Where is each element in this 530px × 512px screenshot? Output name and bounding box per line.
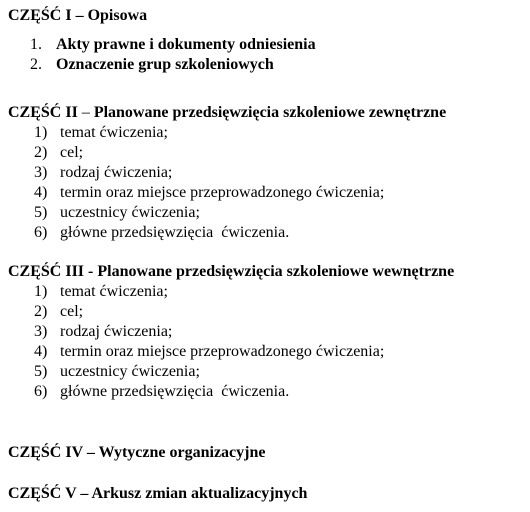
item-text: Akty prawne i dokumenty odniesienia — [56, 36, 316, 53]
part-2-dash: – — [77, 104, 94, 121]
part-1-dash: – — [71, 7, 88, 24]
item-number: 6) — [34, 383, 48, 400]
item-number: 2) — [34, 303, 48, 320]
part-1-item-2 — [30, 55, 274, 75]
part-2-item-1 — [34, 123, 168, 143]
item-number: 2. — [30, 56, 42, 73]
item-text: Oznaczenie grup szkoleniowych — [56, 56, 274, 73]
item-text: uczestnicy ćwiczenia; — [60, 363, 200, 380]
part-3-item-4 — [34, 342, 384, 362]
part-1-heading — [8, 6, 147, 26]
item-number: 1) — [34, 283, 48, 300]
part-3-label: CZĘŚĆ III — [8, 263, 85, 280]
part-4-heading — [8, 443, 265, 463]
part-5-label: CZĘŚĆ V — [8, 485, 77, 502]
part-3-item-6 — [34, 382, 289, 402]
part-3-item-1 — [34, 282, 168, 302]
part-3-heading — [8, 262, 454, 282]
item-number: 3) — [34, 164, 48, 181]
part-3-item-5 — [34, 362, 200, 382]
part-4-title: Wytyczne organizacyjne — [98, 444, 266, 461]
item-text: cel; — [60, 303, 84, 320]
item-text: termin oraz miejsce przeprowadzonego ćwiczenia; — [60, 343, 385, 360]
part-2-heading — [8, 103, 446, 123]
item-number: 5) — [34, 363, 48, 380]
part-5-heading — [8, 484, 307, 504]
item-text: rodzaj ćwiczenia; — [60, 323, 173, 340]
part-2-item-2 — [34, 143, 83, 163]
item-number: 1) — [34, 124, 48, 141]
item-text: cel; — [60, 144, 84, 161]
item-text: temat ćwiczenia; — [60, 283, 168, 300]
part-4-label: CZĘŚĆ IV — [8, 444, 83, 461]
item-text: rodzaj ćwiczenia; — [60, 164, 173, 181]
item-number: 2) — [34, 144, 48, 161]
part-3-title: Planowane przedsięwzięcia szkoleniowe wewnętrzne — [97, 263, 455, 280]
item-text: termin oraz miejsce przeprowadzonego ćwiczenia; — [60, 184, 385, 201]
part-3-dash: - — [84, 263, 98, 280]
item-number: 1. — [30, 36, 42, 53]
item-number: 4) — [34, 184, 48, 201]
part-1-label: CZĘŚĆ I — [8, 7, 72, 24]
part-2-item-5 — [34, 203, 200, 223]
part-5-title: Arkusz zmian aktualizacyjnych — [91, 485, 308, 502]
part-5-dash: – — [76, 485, 92, 502]
item-number: 6) — [34, 224, 48, 241]
part-1-title: Opisowa — [87, 7, 148, 24]
item-text: główne przedsięwzięcia ćwiczenia. — [60, 383, 290, 400]
item-text: temat ćwiczenia; — [60, 124, 168, 141]
item-number: 5) — [34, 204, 48, 221]
item-number: 3) — [34, 323, 48, 340]
part-2-label: CZĘŚĆ II — [8, 104, 78, 121]
part-1-item-1 — [30, 35, 316, 55]
item-text: główne przedsięwzięcia ćwiczenia. — [60, 224, 290, 241]
part-2-item-4 — [34, 183, 384, 203]
item-text: uczestnicy ćwiczenia; — [60, 204, 200, 221]
part-3-item-3 — [34, 322, 172, 342]
item-number: 4) — [34, 343, 48, 360]
part-2-item-3 — [34, 163, 172, 183]
part-2-title: Planowane przedsięwzięcia szkoleniowe zewnętrzne — [93, 104, 447, 121]
part-2-item-6 — [34, 223, 289, 243]
part-3-item-2 — [34, 302, 83, 322]
part-4-dash: – — [82, 444, 99, 461]
